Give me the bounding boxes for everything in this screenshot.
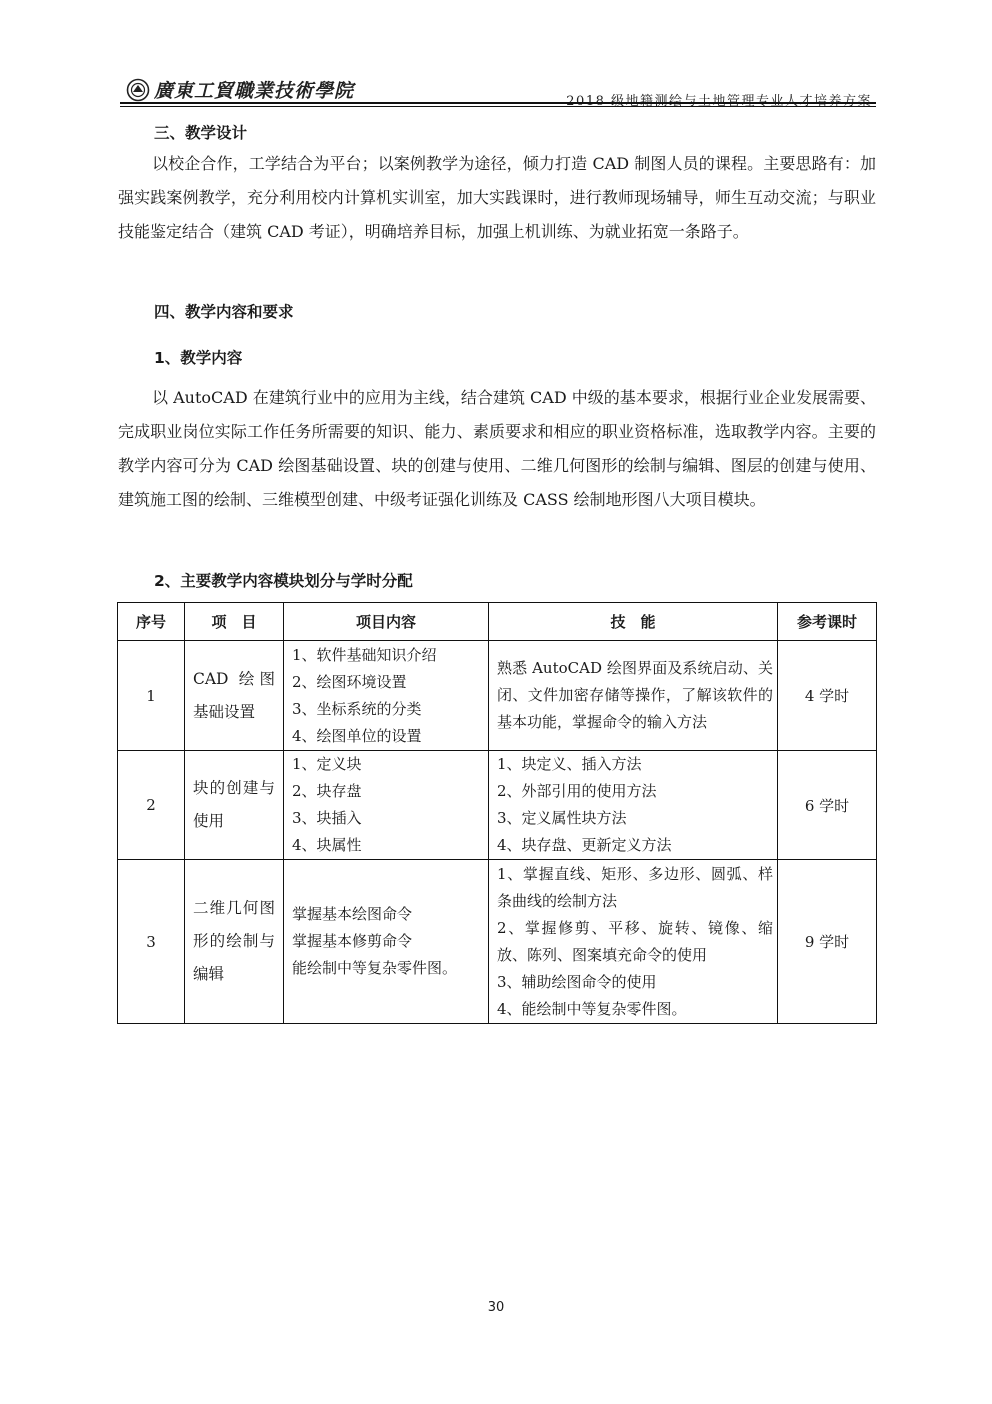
- skill-item: 4、能绘制中等复杂零件图。: [497, 999, 687, 1018]
- hours: 6 学时: [778, 751, 877, 860]
- skills: [489, 751, 778, 860]
- skill-item: 3、定义属性块方法: [497, 809, 627, 827]
- module-hours-table: [117, 602, 877, 1024]
- header-no: 序号: [118, 603, 185, 641]
- section-heading-content-requirements: 四、教学内容和要求: [154, 303, 294, 321]
- content-item: 3、坐标系统的分类: [292, 699, 422, 718]
- college-emblem-icon: [126, 78, 150, 102]
- content-item: 2、绘图环境设置: [292, 672, 407, 691]
- project-content: [284, 860, 489, 1024]
- content-item: 掌握基本绘图命令: [292, 905, 413, 923]
- content-item: 4、块属性: [292, 836, 362, 854]
- content-item: 2、块存盘: [292, 782, 362, 800]
- hours: 9 学时: [778, 860, 877, 1024]
- table-row: [118, 860, 877, 1024]
- header-hours: 参考课时: [778, 603, 877, 641]
- skill-item: 1、块定义、插入方法: [497, 755, 642, 773]
- skills: [489, 641, 778, 751]
- header-rule: [120, 102, 876, 104]
- header-skills: 技 能: [489, 603, 778, 641]
- header-project: 项 目: [185, 603, 284, 641]
- skill-item: 4、块存盘、更新定义方法: [497, 836, 672, 854]
- college-logo: [126, 76, 354, 103]
- project-name: 二维几何图形的绘制与编辑: [185, 860, 284, 1024]
- project-name: 块的创建与使用: [185, 751, 284, 860]
- skills: [489, 860, 778, 1024]
- project-name: CAD 绘图基础设置: [185, 641, 284, 751]
- skill-item: 1、掌握直线、矩形、多边形、圆弧、样条曲线的绘制方法: [497, 864, 773, 910]
- content-item: 3、块插入: [292, 809, 362, 827]
- subheading-teaching-content: 1、教学内容: [154, 349, 243, 367]
- page-number: 30: [487, 1300, 505, 1315]
- skill-item: 3、辅助绘图命令的使用: [497, 972, 657, 991]
- row-number: 3: [118, 860, 185, 1024]
- teaching-design-paragraph: 以校企合作，工学结合为平台；以案例教学为途径，倾力打造 CAD 制图人员的课程。主要思路有：加强实践案例教学，充分利用校内计算机实训室，加大实践课时，进行教师现场辅导，师生互动交流；与职业技能鉴定结合（建筑 CAD 考证），明确培养目标，加强上机训练、为就业拓宽一条路子。: [118, 154, 876, 241]
- skill-item: 熟悉 AutoCAD 绘图界面及系统启动、关闭、文件加密存储等操作，了解该软件的基本功能，掌握命令的输入方法: [497, 659, 773, 731]
- content-item: 1、软件基础知识介绍: [292, 645, 437, 664]
- page-header: [120, 70, 876, 109]
- content-item: 能绘制中等复杂零件图。: [292, 959, 458, 977]
- table-header-row: [118, 603, 877, 641]
- skill-item: 2、外部引用的使用方法: [497, 782, 657, 800]
- header-content: 项目内容: [284, 603, 489, 641]
- content-item: 1、定义块: [292, 755, 362, 773]
- document-title: 2018 级地籍测绘与土地管理专业人才培养方案: [566, 94, 872, 109]
- project-content: [284, 641, 489, 751]
- project-content: [284, 751, 489, 860]
- college-name: 廣東工貿職業技術學院: [154, 80, 355, 102]
- teaching-content-paragraph: 以 AutoCAD 在建筑行业中的应用为主线，结合建筑 CAD 中级的基本要求，根据行业企业发展需要、完成职业岗位实际工作任务所需要的知识、能力、素质要求和相应的职业资格标准，选取教学内容。主要的教学内容可分为 CAD 绘图基础设置、块的创建与使用、二维几何图形的绘制与编辑、图层的创建与使用、建筑施工图的绘制、三维模型创建、中级考证强化训练及 CASS 绘制地形图八大项目模块。: [118, 388, 876, 509]
- table-row: [118, 751, 877, 860]
- table-row: [118, 641, 877, 751]
- subheading-module-hours: 2、主要教学内容模块划分与学时分配: [154, 572, 413, 590]
- content-item: 掌握基本修剪命令: [292, 932, 413, 950]
- header-rule-thin: [120, 106, 876, 107]
- skill-item: 2、掌握修剪、平移、旋转、镜像、缩放、陈列、图案填充命令的使用: [497, 918, 773, 964]
- content-item: 4、绘图单位的设置: [292, 726, 422, 745]
- hours: 4 学时: [778, 641, 877, 751]
- row-number: 1: [118, 641, 185, 751]
- row-number: 2: [118, 751, 185, 860]
- section-heading-teaching-design: 三、教学设计: [154, 124, 248, 142]
